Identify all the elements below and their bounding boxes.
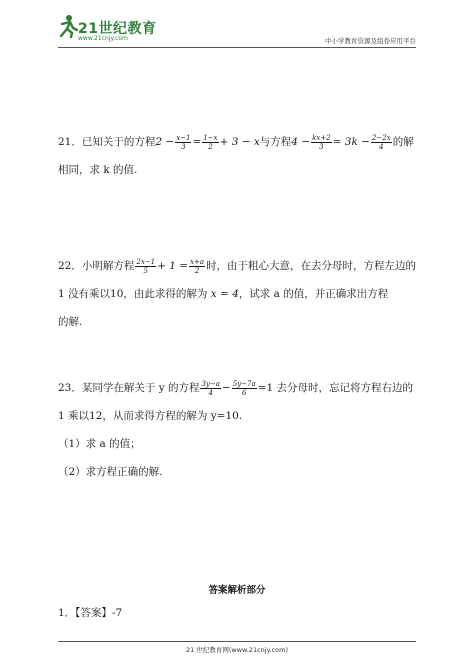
q21-text: 的解 xyxy=(392,136,414,148)
q21-fraction-1: $\frac{x-1}{3}$ xyxy=(176,133,191,151)
logo-text: 21世纪教育 xyxy=(78,21,157,37)
q21-fraction-4: $\frac{2-2x}{4}$ xyxy=(371,133,391,151)
q23-subquestion-2: （2）求方程正确的解. xyxy=(58,466,163,478)
q21-equals: = xyxy=(192,136,202,148)
header-platform-text: 中小学教育资源及组卷应用平台 xyxy=(325,37,416,45)
q21-line-2: 相同，求 k 的值. xyxy=(58,164,138,176)
q22-text: 22．小明解方程 xyxy=(58,260,135,272)
q21-text: 与方程 xyxy=(259,136,292,148)
header-divider xyxy=(58,47,416,48)
question-21 xyxy=(58,128,416,184)
question-22 xyxy=(58,252,416,336)
q21-math: + 3 − x xyxy=(219,136,260,148)
q23-text: 23．某同学在解关于 y 的方程 xyxy=(58,382,200,394)
site-logo xyxy=(58,14,178,48)
answer-1: 1．【答案】-7 xyxy=(58,607,123,619)
q22-fraction-2: $\frac{x+a}{2}$ xyxy=(190,257,205,275)
q23-fraction-1: $\frac{3y-a}{4}$ xyxy=(201,379,220,397)
q23-text: =1 去分母时，忘记将方程右边的 xyxy=(257,382,413,394)
q21-math: 2 − xyxy=(155,136,175,148)
q23-line-2: 1 乘以12，从而求得方程的解为 y=10. xyxy=(58,410,243,422)
q23-subquestion-1: （1）求 a 的值； xyxy=(58,438,141,450)
q21-line-1 xyxy=(58,128,416,156)
page-footer: 21 世纪教育网(www.21cnjy.com) xyxy=(186,646,288,654)
q22-text: ，试求 a 的值，并正确求出方程 xyxy=(238,288,389,300)
q22-line-1 xyxy=(58,252,416,280)
q22-fraction-1: $\frac{2x-1}{5}$ xyxy=(136,257,156,275)
q21-fraction-2: $\frac{1-x}{2}$ xyxy=(203,133,218,151)
question-23 xyxy=(58,374,416,486)
q21-math: 4 − xyxy=(291,136,311,148)
q23-math: − xyxy=(221,382,231,394)
q22-math: + 1 = xyxy=(157,260,189,272)
page-header xyxy=(0,0,474,52)
q22-line-2 xyxy=(58,280,416,308)
logo-url: www.21cnjy.com xyxy=(78,35,128,42)
q21-math: = 3k − xyxy=(332,136,370,148)
q22-line-3: 的解. xyxy=(58,316,83,328)
q23-line-1 xyxy=(58,374,416,402)
q22-text: 1 没有乘以10，由此求得的解为 xyxy=(58,288,208,300)
q21-fraction-3: $\frac{kx+2}{3}$ xyxy=(312,133,331,151)
footer-divider xyxy=(58,641,416,642)
q23-fraction-2: $\frac{5y-7a}{6}$ xyxy=(232,379,256,397)
answers-section-title: 答案解析部分 xyxy=(208,585,266,596)
q21-text: 21．已知关于的方程 xyxy=(58,136,156,148)
q22-text: 时，由于粗心大意，在去分母时，方程左边的 xyxy=(206,260,417,272)
q22-math: x = 4 xyxy=(210,288,239,300)
runner-logo-icon xyxy=(58,14,78,38)
